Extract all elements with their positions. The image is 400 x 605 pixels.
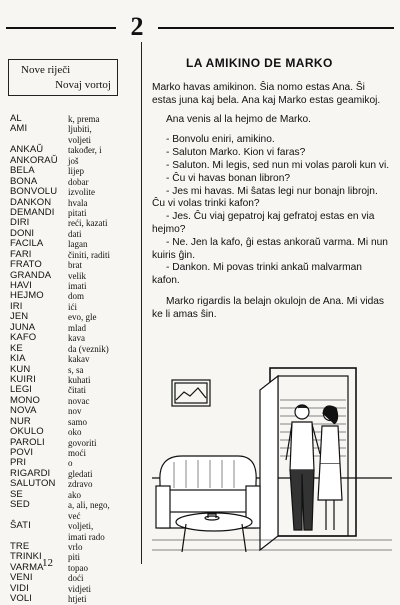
vocab-entry [10, 114, 140, 124]
vocab-entry [10, 573, 140, 583]
vocab-meaning: imati rado [68, 531, 105, 542]
vocab-word: HAVI [10, 280, 32, 291]
vocab-meaning: dom [68, 291, 85, 302]
vocab-word: IRI [10, 300, 23, 312]
vocab-word: NUR [10, 415, 31, 427]
vocab-meaning: k, prema [68, 114, 100, 124]
vocab-word: DIRI [10, 217, 30, 229]
vocab-meaning: ako [68, 489, 81, 500]
vocab-word: MONO [10, 394, 40, 406]
vocab-meaning: moći [68, 448, 86, 458]
vocab-word: ŜATI [10, 520, 31, 532]
vocab-word: SE [10, 488, 23, 500]
vocab-word: FARI [10, 248, 32, 260]
vocab-meaning: novac [68, 395, 90, 406]
vocab-meaning: mlad [68, 322, 86, 333]
vocab-word: PRI [10, 457, 27, 469]
vocab-entry [10, 532, 140, 542]
vocab-word: VARMA [10, 561, 44, 573]
vocab-meaning: pitati [68, 207, 87, 218]
vocab-word: DEMANDI [10, 206, 55, 218]
chapter-number: 2 [130, 12, 144, 41]
vocab-entry [10, 479, 140, 489]
vocab-word: VENI [10, 572, 33, 584]
vocab-entry [10, 333, 140, 343]
vocab-word: TRE [10, 540, 30, 552]
vocab-meaning: gledati [68, 468, 93, 479]
vocab-meaning: vrlo [68, 541, 83, 552]
vocab-entry [10, 124, 140, 134]
vocab-entry [10, 291, 140, 301]
vocab-word: DANKON [10, 196, 52, 208]
vocab-entry [10, 208, 140, 218]
vocab-word: ANKAŬ [10, 144, 44, 156]
vocab-word: JEN [10, 311, 29, 323]
vocab-word: VIDI [10, 582, 29, 594]
dialogue-line: - Saluton. Mi legis, sed nun mi volas paroli kun vi. [166, 159, 390, 171]
vocab-meaning: voljeti, [68, 521, 94, 532]
vocab-box-title-hr: Nove riječi [21, 64, 71, 76]
dialogue-line: - Bonvolu eniri, amikino. [166, 134, 275, 146]
vocab-word: KAFO [10, 332, 37, 344]
vocab-meaning: piti [68, 552, 81, 563]
vocab-meaning: evo, gle [68, 312, 97, 323]
vocab-entry [10, 260, 140, 270]
vocab-word: KUN [10, 363, 31, 375]
vocab-word: SED [10, 499, 30, 511]
vocab-meaning: velik [68, 270, 86, 281]
vocab-word: SALUTON [10, 478, 56, 490]
vocab-meaning: zdravo [68, 479, 93, 490]
vocab-word: PAROLI [10, 436, 45, 448]
vocab-entry [10, 354, 140, 364]
vocab-word: RIGARDI [10, 467, 51, 479]
vocab-word: VOLI [10, 593, 33, 605]
paragraph-closing: Marko rigardis la belajn okulojn de Ana. Mi vidas ke li amas ŝin. [152, 295, 385, 320]
vocab-meaning: još [68, 155, 79, 166]
page-number: 12 [42, 557, 53, 569]
vocab-word: LEGI [10, 384, 33, 396]
vocab-word: POVI [10, 447, 34, 458]
vocab-meaning: doći [68, 573, 84, 584]
vocab-meaning: a, ali, nego, [68, 500, 110, 511]
vocab-word: HEJMO [10, 290, 44, 302]
vocab-word: JUNA [10, 321, 36, 333]
vocab-meaning: dobar [68, 176, 89, 187]
vocab-meaning: vidjeti [68, 583, 91, 594]
vocab-meaning: činiti, raditi [68, 249, 110, 260]
vocab-list [10, 114, 140, 605]
vocab-meaning: hvala [68, 197, 88, 208]
vocab-word: BELA [10, 165, 35, 177]
dialogue-line: - Dankon. Mi povas trinki ankaŭ malvarman kafon. [152, 262, 362, 287]
illustration-doorway-scene [152, 360, 392, 560]
dialogue-line: - Jes mi havas. Mi ŝatas legi nur bonajn librojn. Ĉu vi volas trinki kafon? [152, 185, 378, 210]
vocab-meaning: oko [68, 427, 82, 438]
vocab-word: BONVOLU [10, 186, 58, 198]
vocab-meaning: s, sa [68, 364, 84, 375]
vocab-meaning: da (veznik) [68, 343, 109, 354]
vocab-word: FRATO [10, 259, 42, 271]
vocab-meaning: voljeti [68, 134, 91, 145]
dialogue-line: - Ne. Jen la kafo, ĝi estas ankoraŭ varma. Mi nun kuiris ĝin. [152, 236, 388, 261]
lesson-text [152, 82, 392, 328]
column-divider [141, 42, 142, 564]
vocab-meaning: topao [68, 562, 88, 573]
vocab-meaning: samo [68, 416, 87, 427]
vocab-entry [10, 594, 140, 604]
paragraph-intro: Marko havas amikinon. Ŝia nomo estas Ana. Ŝi estas juna kaj bela. Ana kaj Marko estas geamikoj. [152, 82, 381, 106]
vocab-meaning: izvolite [68, 187, 95, 198]
vocab-box [8, 59, 118, 96]
vocab-word: ANKORAŬ [10, 154, 58, 166]
vocab-entry [10, 302, 140, 312]
vocab-meaning: imati [68, 281, 87, 291]
dialogue [152, 134, 392, 288]
lesson-title: LA AMIKINO DE MARKO [186, 56, 333, 70]
vocab-word: NOVA [10, 405, 37, 417]
vocab-word: GRANDA [10, 269, 52, 281]
vocab-meaning: lijep [68, 166, 84, 177]
vocab-word: OKULO [10, 426, 44, 438]
vocab-word: TRINKI [10, 551, 42, 563]
vocab-word: FACILA [10, 238, 44, 250]
vocab-word: AMI [10, 123, 28, 135]
vocab-meaning: lagan [68, 239, 88, 250]
vocab-entry [10, 500, 140, 510]
vocab-meaning: čitati [68, 385, 86, 396]
vocab-box-title-eo: Novaj vortoj [55, 79, 111, 91]
vocab-word: KUIRI [10, 373, 36, 385]
vocab-word: AL [10, 113, 22, 124]
top-rule-right [158, 27, 394, 29]
vocab-meaning: ići [68, 301, 77, 312]
vocab-meaning: govoriti [68, 437, 97, 448]
dialogue-line: - Ĉu vi havas bonan libron? [166, 172, 291, 184]
vocab-meaning: kava [68, 333, 85, 344]
vocab-meaning: htjeti [68, 594, 87, 605]
vocab-entry [10, 584, 140, 594]
vocab-word: KIA [10, 353, 26, 365]
vocab-entry [10, 427, 140, 437]
vocab-meaning: nov [68, 406, 82, 417]
vocab-word: KE [10, 342, 23, 354]
vocab-meaning: već [68, 510, 81, 521]
vocab-entry [10, 344, 140, 354]
vocab-meaning: reći, kazati [68, 218, 108, 229]
vocab-meaning: dati [68, 228, 82, 239]
vocab-meaning: kakav [68, 354, 90, 365]
vocab-meaning: kuhati [68, 374, 91, 385]
dialogue-line: - Jes. Ĉu viaj gepatroj kaj gefratoj estas en via hejmo? [152, 211, 375, 235]
vocab-entry [10, 187, 140, 197]
vocab-meaning: također, i [68, 145, 102, 156]
vocab-word: BONA [10, 175, 38, 187]
vocab-word: DONI [10, 227, 35, 239]
dialogue-line: - Saluton Marko. Kion vi faras? [166, 147, 306, 159]
vocab-meaning: brat [68, 260, 82, 271]
vocab-meaning: o [68, 458, 73, 469]
vocab-meaning: ljubiti, [68, 124, 92, 135]
vocab-entry [10, 448, 140, 458]
paragraph-visit: Ana venis al la hejmo de Marko. [166, 113, 311, 125]
top-rule-left [6, 27, 116, 29]
vocab-entry [10, 521, 140, 531]
